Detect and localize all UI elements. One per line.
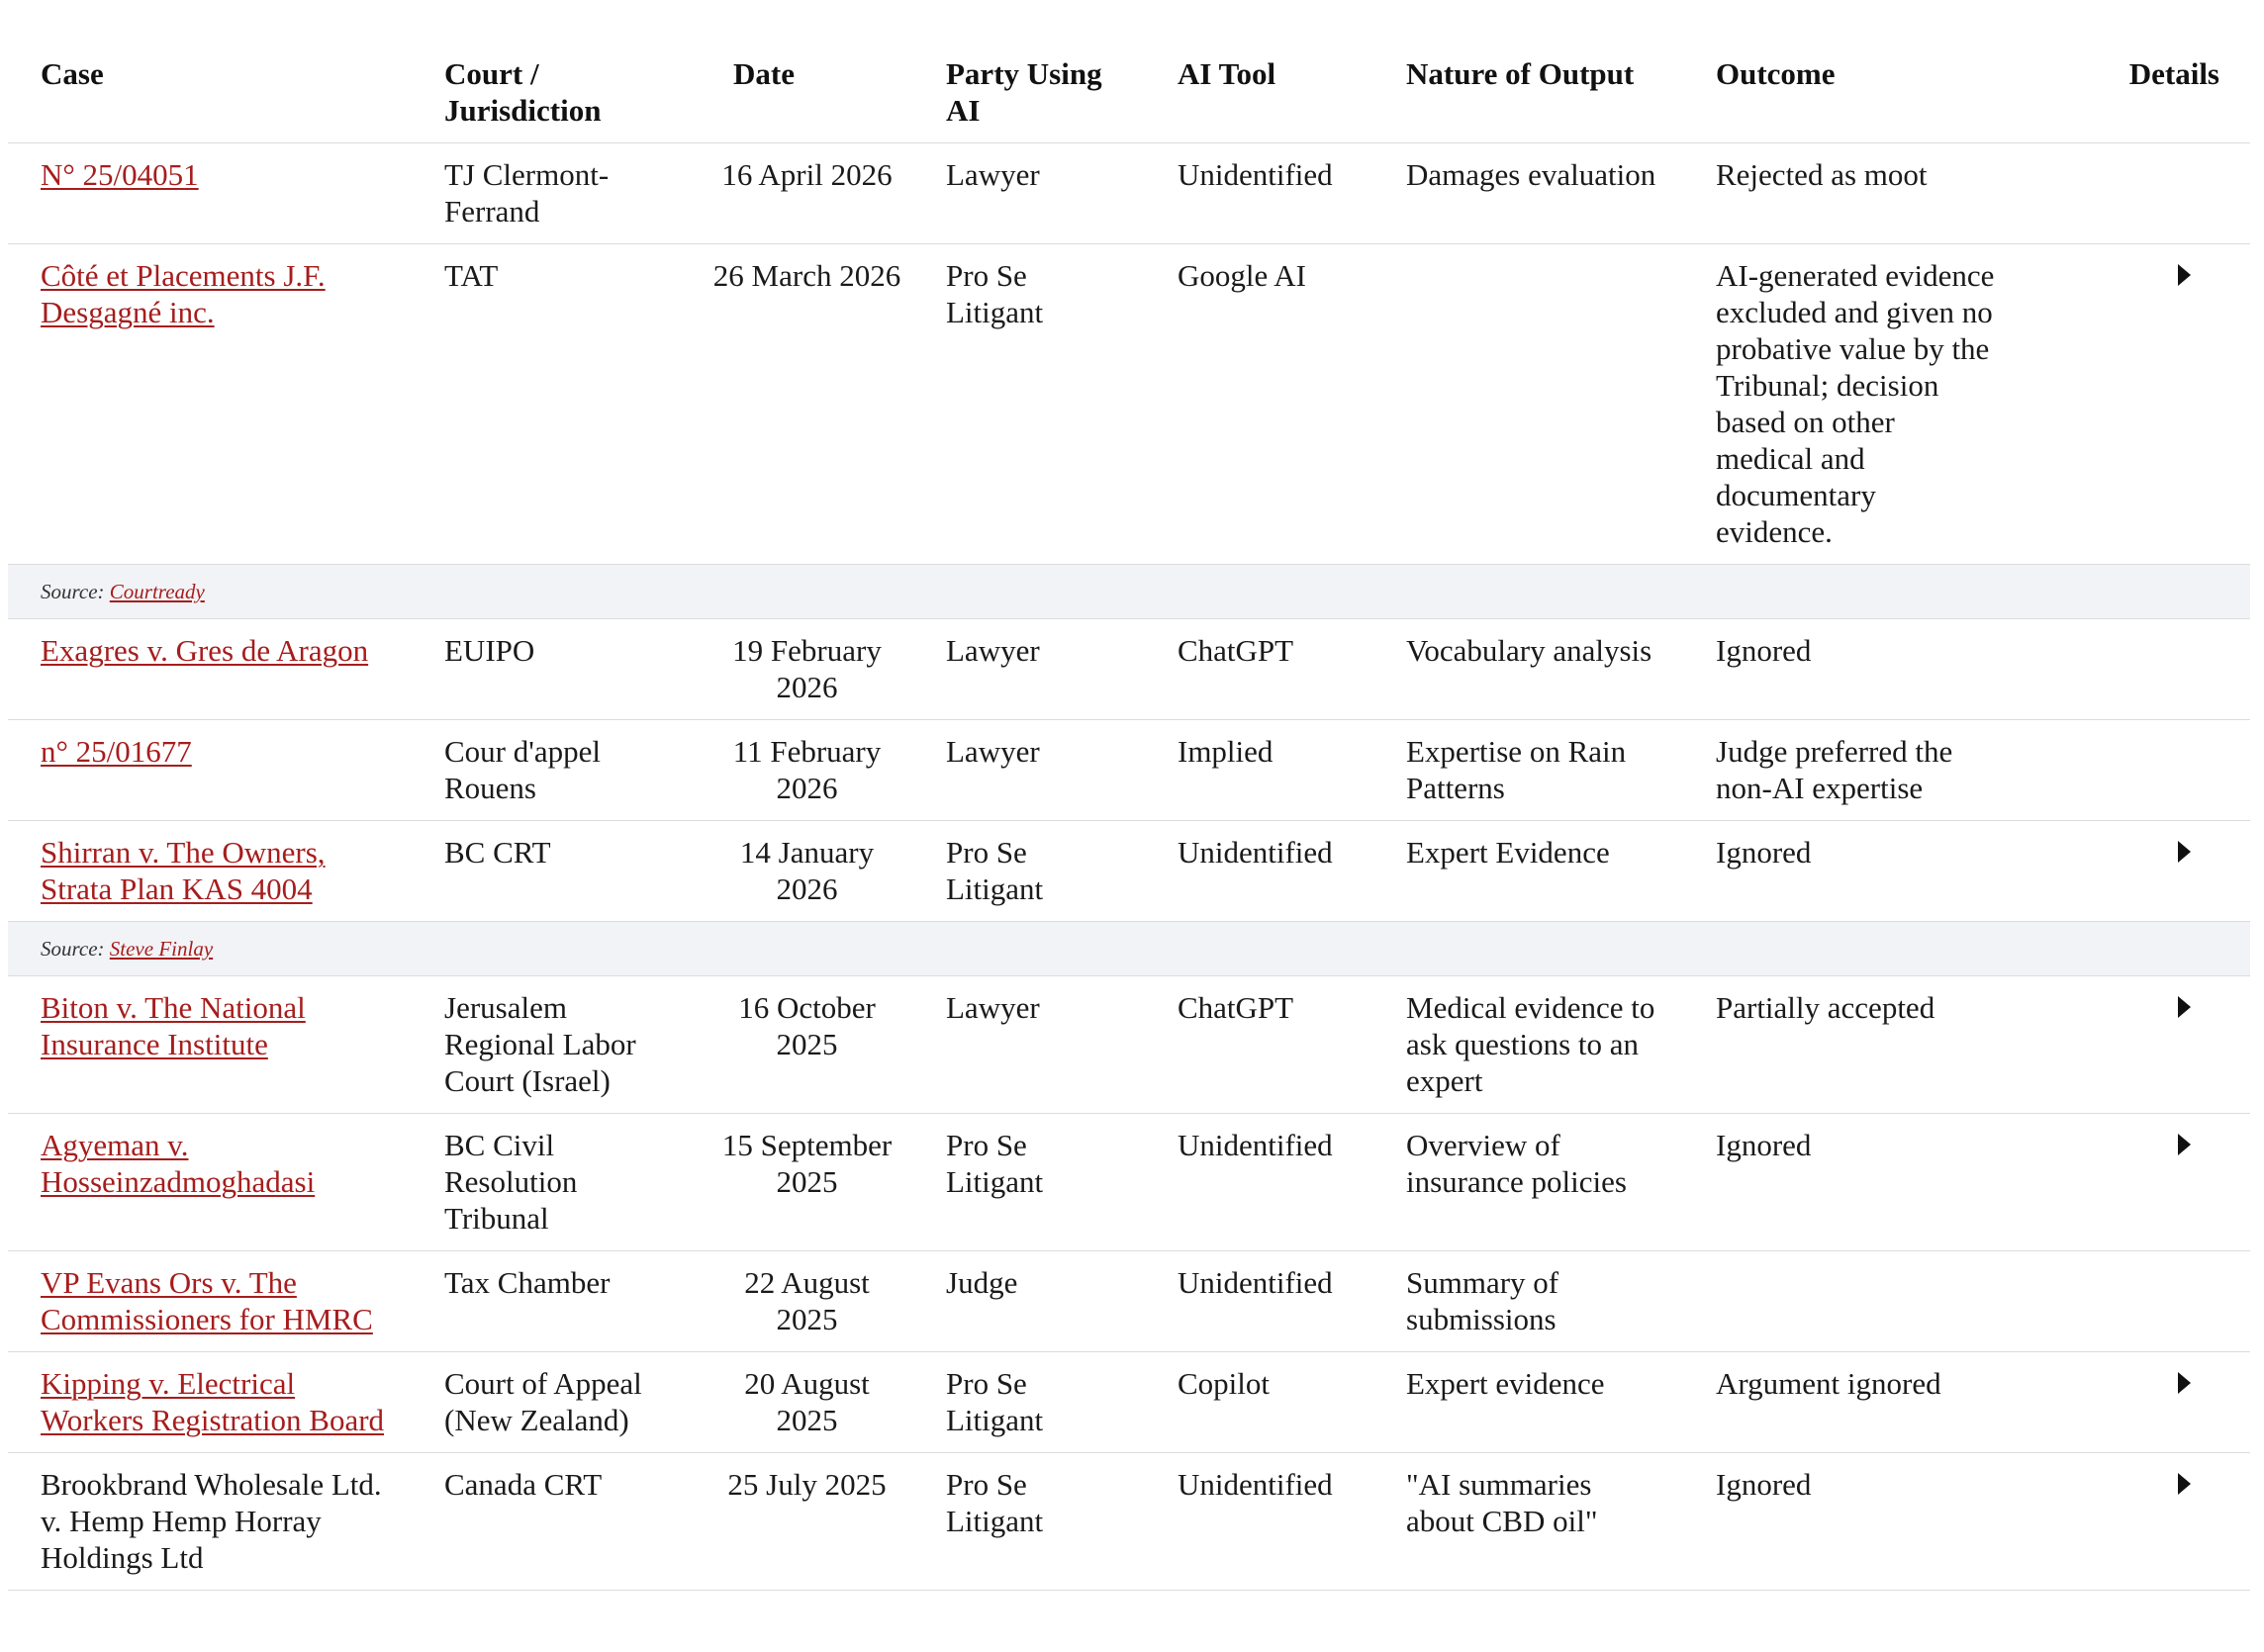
source-row bbox=[8, 922, 2250, 976]
date-cell: 20 August 2025 bbox=[701, 1352, 913, 1453]
case-name: Brookbrand Wholesale Ltd. v. Hemp Hemp Horray Holdings Ltd bbox=[41, 1467, 382, 1575]
case-link[interactable]: n° 25/01677 bbox=[41, 734, 192, 769]
court-cell: BC Civil Resolution Tribunal bbox=[412, 1114, 701, 1251]
case-link[interactable]: Côté et Placements J.F. Desgagné inc. bbox=[41, 258, 326, 329]
ai-tool-cell: Copilot bbox=[1145, 1352, 1373, 1453]
date-cell: 19 February 2026 bbox=[701, 619, 913, 720]
table-row bbox=[8, 1114, 2250, 1251]
case-link[interactable]: Exagres v. Gres de Aragon bbox=[41, 633, 369, 668]
court-cell: BC CRT bbox=[412, 821, 701, 922]
header-date: Date bbox=[701, 32, 913, 143]
case-link[interactable]: Biton v. The National Insurance Institute bbox=[41, 990, 306, 1061]
expand-details-icon[interactable] bbox=[2178, 1372, 2191, 1394]
header-outcome: Outcome bbox=[1683, 32, 2019, 143]
court-cell: EUIPO bbox=[412, 619, 701, 720]
court-cell: Jerusalem Regional Labor Court (Israel) bbox=[412, 976, 701, 1114]
ai-tool-cell: Implied bbox=[1145, 720, 1373, 821]
case-cell bbox=[8, 1453, 412, 1591]
case-cell bbox=[8, 244, 412, 565]
nature-cell: Expert Evidence bbox=[1373, 821, 1683, 922]
details-cell bbox=[2019, 1114, 2250, 1251]
case-link[interactable]: Agyeman v. Hosseinzadmoghadasi bbox=[41, 1128, 316, 1199]
ai-tool-cell: Unidentified bbox=[1145, 821, 1373, 922]
table-row bbox=[8, 1251, 2250, 1352]
details-cell bbox=[2019, 1352, 2250, 1453]
party-cell: Lawyer bbox=[913, 143, 1145, 244]
party-cell: Judge bbox=[913, 1251, 1145, 1352]
outcome-cell: Argument ignored bbox=[1683, 1352, 2019, 1453]
outcome-cell: Ignored bbox=[1683, 1114, 2019, 1251]
table-row bbox=[8, 720, 2250, 821]
ai-tool-cell: ChatGPT bbox=[1145, 976, 1373, 1114]
date-cell: 26 March 2026 bbox=[701, 244, 913, 565]
nature-cell: Expert evidence bbox=[1373, 1352, 1683, 1453]
date-cell: 16 April 2026 bbox=[701, 143, 913, 244]
nature-cell: Summary of submissions bbox=[1373, 1251, 1683, 1352]
expand-details-icon[interactable] bbox=[2178, 1473, 2191, 1495]
source-label: Source: bbox=[41, 580, 105, 603]
table-row bbox=[8, 143, 2250, 244]
case-cell bbox=[8, 143, 412, 244]
case-cell bbox=[8, 1352, 412, 1453]
outcome-cell: Partially accepted bbox=[1683, 976, 2019, 1114]
expand-details-icon[interactable] bbox=[2178, 1134, 2191, 1155]
outcome-cell: AI-generated evidence excluded and given no probative value by the Tribunal; decision based on other medical and documentary evidence. bbox=[1683, 244, 2019, 565]
outcome-cell: Ignored bbox=[1683, 1453, 2019, 1591]
date-cell: 11 February 2026 bbox=[701, 720, 913, 821]
source-link[interactable]: Steve Finlay bbox=[109, 937, 214, 961]
source-link[interactable]: Courtready bbox=[109, 580, 205, 603]
nature-cell: "AI summaries about CBD oil" bbox=[1373, 1453, 1683, 1591]
court-cell: Cour d'appel Rouens bbox=[412, 720, 701, 821]
case-cell bbox=[8, 1114, 412, 1251]
court-cell: Tax Chamber bbox=[412, 1251, 701, 1352]
case-cell bbox=[8, 976, 412, 1114]
ai-tool-cell: Unidentified bbox=[1145, 1114, 1373, 1251]
case-cell bbox=[8, 720, 412, 821]
case-link[interactable]: Shirran v. The Owners, Strata Plan KAS 4004 bbox=[41, 835, 326, 906]
expand-details-icon[interactable] bbox=[2178, 996, 2191, 1018]
date-cell: 14 January 2026 bbox=[701, 821, 913, 922]
court-cell: TAT bbox=[412, 244, 701, 565]
nature-cell: Vocabulary analysis bbox=[1373, 619, 1683, 720]
outcome-cell: Judge preferred the non-AI expertise bbox=[1683, 720, 2019, 821]
case-link[interactable]: Kipping v. Electrical Workers Registration Board bbox=[41, 1366, 385, 1437]
source-cell bbox=[8, 565, 2250, 619]
header-party: Party Using AI bbox=[913, 32, 1145, 143]
table-row bbox=[8, 244, 2250, 565]
date-cell: 25 July 2025 bbox=[701, 1453, 913, 1591]
table-body bbox=[8, 143, 2250, 1591]
date-cell: 15 September 2025 bbox=[701, 1114, 913, 1251]
nature-cell: Overview of insurance policies bbox=[1373, 1114, 1683, 1251]
details-cell bbox=[2019, 143, 2250, 244]
header-row bbox=[8, 32, 2250, 143]
table-row bbox=[8, 619, 2250, 720]
header-nature: Nature of Output bbox=[1373, 32, 1683, 143]
outcome-cell: Ignored bbox=[1683, 619, 2019, 720]
ai-tool-cell: ChatGPT bbox=[1145, 619, 1373, 720]
details-cell bbox=[2019, 244, 2250, 565]
ai-tool-cell: Google AI bbox=[1145, 244, 1373, 565]
case-link[interactable]: VP Evans Ors v. The Commissioners for HMRC bbox=[41, 1265, 373, 1336]
table-row bbox=[8, 1352, 2250, 1453]
details-cell bbox=[2019, 1453, 2250, 1591]
party-cell: Pro Se Litigant bbox=[913, 244, 1145, 565]
date-cell: 22 August 2025 bbox=[701, 1251, 913, 1352]
header-court: Court / Jurisdiction bbox=[412, 32, 701, 143]
source-label: Source: bbox=[41, 937, 105, 961]
details-cell bbox=[2019, 720, 2250, 821]
ai-evidence-cases-table bbox=[8, 32, 2250, 1591]
case-link[interactable]: N° 25/04051 bbox=[41, 157, 199, 192]
party-cell: Pro Se Litigant bbox=[913, 1352, 1145, 1453]
table-row bbox=[8, 821, 2250, 922]
party-cell: Lawyer bbox=[913, 976, 1145, 1114]
nature-cell: Expertise on Rain Patterns bbox=[1373, 720, 1683, 821]
ai-tool-cell: Unidentified bbox=[1145, 1453, 1373, 1591]
ai-tool-cell: Unidentified bbox=[1145, 1251, 1373, 1352]
outcome-cell bbox=[1683, 1251, 2019, 1352]
outcome-cell: Ignored bbox=[1683, 821, 2019, 922]
table-header bbox=[8, 32, 2250, 143]
expand-details-icon[interactable] bbox=[2178, 264, 2191, 286]
nature-cell bbox=[1373, 244, 1683, 565]
source-cell bbox=[8, 922, 2250, 976]
table-row bbox=[8, 1453, 2250, 1591]
header-case: Case bbox=[8, 32, 412, 143]
ai-tool-cell: Unidentified bbox=[1145, 143, 1373, 244]
source-row bbox=[8, 565, 2250, 619]
nature-cell: Medical evidence to ask questions to an expert bbox=[1373, 976, 1683, 1114]
details-cell bbox=[2019, 619, 2250, 720]
court-cell: Court of Appeal (New Zealand) bbox=[412, 1352, 701, 1453]
header-ai-tool: AI Tool bbox=[1145, 32, 1373, 143]
case-cell bbox=[8, 821, 412, 922]
party-cell: Lawyer bbox=[913, 720, 1145, 821]
case-cell bbox=[8, 1251, 412, 1352]
date-cell: 16 October 2025 bbox=[701, 976, 913, 1114]
details-cell bbox=[2019, 1251, 2250, 1352]
party-cell: Pro Se Litigant bbox=[913, 821, 1145, 922]
table-row bbox=[8, 976, 2250, 1114]
outcome-cell: Rejected as moot bbox=[1683, 143, 2019, 244]
party-cell: Pro Se Litigant bbox=[913, 1114, 1145, 1251]
expand-details-icon[interactable] bbox=[2178, 841, 2191, 863]
court-cell: TJ Clermont-Ferrand bbox=[412, 143, 701, 244]
case-cell bbox=[8, 619, 412, 720]
party-cell: Pro Se Litigant bbox=[913, 1453, 1145, 1591]
court-cell: Canada CRT bbox=[412, 1453, 701, 1591]
header-details: Details bbox=[2019, 32, 2250, 143]
party-cell: Lawyer bbox=[913, 619, 1145, 720]
details-cell bbox=[2019, 821, 2250, 922]
details-cell bbox=[2019, 976, 2250, 1114]
nature-cell: Damages evaluation bbox=[1373, 143, 1683, 244]
